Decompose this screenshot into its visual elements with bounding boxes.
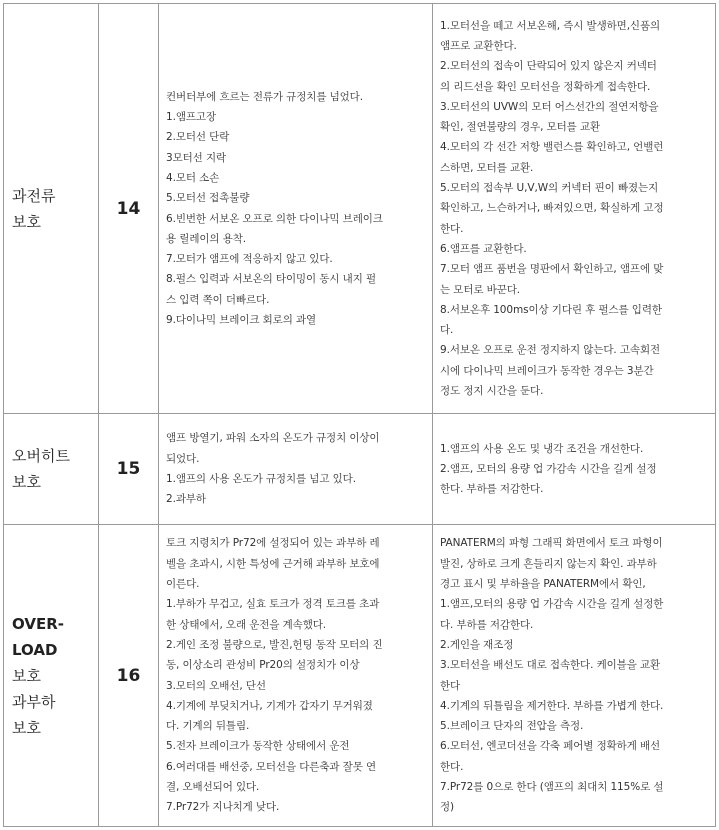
alarm-name-line: 보호 [12, 666, 41, 685]
cause-cell [159, 414, 433, 525]
cause-line: 5.모터선 접촉불량 [166, 192, 250, 205]
cause-line: 컨버터부에 흐르는 전류가 규정치를 넘었다. [166, 90, 363, 103]
action-cell [433, 525, 716, 827]
alarm-name-line: 보호 [12, 473, 41, 491]
action-line: 발진, 상하로 크게 흔들리지 않는지 확인. 과부하 [440, 557, 657, 570]
cause-line: 되었다. [166, 452, 200, 465]
action-line: 다. [440, 324, 454, 337]
action-line: 2.앰프, 모터의 용량 업 가감속 시간을 길게 설정 [440, 462, 657, 475]
cause-line: 2.과부하 [166, 493, 206, 506]
alarm-code: 16 [99, 525, 159, 827]
cause-line: 1.앰프고장 [166, 111, 216, 124]
table-row [4, 525, 716, 827]
action-line: 9.서보온 오프로 운전 정지하지 않는다. 고속회전 [440, 344, 661, 357]
action-line: 확인, 절연불량의 경우, 모터를 교환 [440, 121, 601, 134]
action-line: 2.게인을 재조정 [440, 638, 514, 651]
action-line: 1.앰프의 사용 온도 및 냉각 조건을 개선한다. [440, 442, 644, 455]
cause-line: 4.기계에 부딪치거나, 기계가 갑자기 무거워졌 [166, 699, 373, 712]
alarm-name-line: 보호 [12, 718, 41, 737]
table-row [4, 4, 716, 414]
action-line: 한다 [440, 679, 461, 692]
action-cell [433, 4, 716, 414]
action-line: PANATERM의 파형 그래픽 화면에서 토크 파형이 [440, 537, 663, 550]
action-line: 한다. [440, 222, 464, 235]
cause-line: 이른다. [166, 578, 200, 591]
alarm-name-line: OVER- [12, 614, 64, 633]
action-line: 의 리드선을 확인 모터선을 정확하게 접속한다. [440, 80, 651, 93]
action-line: 는 모터로 바꾼다. [440, 283, 521, 296]
action-line: 한다. 부하를 저감한다. [440, 483, 544, 496]
alarm-name-cell [4, 414, 99, 525]
cause-line: 1.부하가 무겁고, 실효 토크가 정격 토크를 초과 [166, 598, 380, 611]
alarm-code: 14 [99, 4, 159, 414]
alarm-name-line: 과전류 [12, 186, 56, 205]
cause-line: 한 상태에서, 오래 운전을 계속했다. [166, 618, 327, 631]
table-row [4, 414, 716, 525]
cause-line: 다. 기계의 뒤틀림. [166, 720, 250, 733]
action-line: 2.모터선의 접속이 단락되어 있지 않은지 커넥터 [440, 60, 657, 73]
cause-line: 동, 이상소리 관성비 Pr20의 설정치가 이상 [166, 659, 360, 672]
action-line: 다. 부하를 저감한다. [440, 618, 534, 631]
cause-line: 3.모터의 오배선, 단선 [166, 679, 266, 692]
action-cell [433, 414, 716, 525]
action-line: 5.모터의 접속부 U,V,W의 커넥터 핀이 빠졌는지 [440, 182, 659, 195]
alarm-name-line: LOAD [12, 640, 58, 659]
alarm-name-line: 오버히트 [12, 447, 70, 465]
action-line: 확인하고, 느슨하거나, 빠져있으면, 확실하게 고정 [440, 202, 664, 215]
action-line: 4.기계의 뒤틀림을 제거한다. 부하를 가볍게 한다. [440, 699, 664, 712]
cause-line: 결, 오배선되어 있다. [166, 780, 260, 793]
alarm-name-cell [4, 4, 99, 414]
alarm-table [3, 3, 716, 827]
action-line: 경고 표시 및 부하율을 PANATERM에서 확인, [440, 578, 646, 591]
cause-line: 앰프 방열기, 파워 소자의 온도가 규정치 이상이 [166, 432, 380, 445]
cause-line: 8.펄스 입력과 서보온의 타이밍이 동시 내지 펄 [166, 273, 377, 286]
cause-line: 토크 지령치가 Pr72에 설정되어 있는 과부하 레 [166, 537, 380, 550]
action-line: 6.모터선, 엔코더선을 각축 페어별 정확하게 배선 [440, 740, 661, 753]
cause-line: 6.여러대를 배선중, 모터선을 다른축과 잘못 연 [166, 760, 377, 773]
action-line: 앰프로 교환한다. [440, 39, 517, 52]
alarm-name-line: 보호 [12, 212, 41, 231]
cause-line: 7.모터가 앰프에 적응하지 않고 있다. [166, 253, 333, 266]
action-line: 1.모터선을 떼고 서보온해, 즉시 발생하면,신품의 [440, 19, 661, 32]
action-line: 4.모터의 각 선간 저항 밸런스를 확인하고, 언밸런 [440, 141, 664, 154]
action-line: 3.모터선을 배선도 대로 접속한다. 케이블을 교환 [440, 659, 661, 672]
action-line: 3.모터선의 UVW의 모터 어스선간의 절연저항을 [440, 100, 659, 113]
action-line: 7.Pr72를 0으로 한다 (앰프의 최대치 115%로 설 [440, 780, 664, 793]
cause-line: 5.전자 브레이크가 동작한 상태에서 운전 [166, 740, 350, 753]
cause-line: 4.모터 소손 [166, 171, 220, 184]
action-line: 시에 다이나믹 브레이크가 동작한 경우는 3분간 [440, 364, 654, 377]
action-line: 정도 정지 시간을 둔다. [440, 385, 544, 398]
action-line: 5.브레이크 단자의 전압을 측정. [440, 720, 584, 733]
action-line: 스하면, 모터를 교환. [440, 161, 534, 174]
action-line: 8.서보온후 100ms이상 기다린 후 펄스를 입력한 [440, 303, 662, 316]
action-line: 한다. [440, 760, 464, 773]
cause-line: 용 릴레이의 용착. [166, 232, 247, 245]
alarm-code: 15 [99, 414, 159, 525]
cause-cell [159, 525, 433, 827]
cause-line: 9.다이나믹 브레이크 회로의 과열 [166, 313, 317, 326]
cause-line: 3모터선 지락 [166, 151, 227, 164]
cause-line: 6.빈번한 서보온 오프로 의한 다이나믹 브레이크 [166, 212, 383, 225]
alarm-name-cell [4, 525, 99, 827]
cause-line: 1.앰프의 사용 온도가 규정치를 넘고 있다. [166, 473, 356, 485]
action-line: 6.앰프를 교환한다. [440, 242, 527, 255]
cause-line: 7.Pr72가 지나치게 낮다. [166, 801, 280, 814]
alarm-name-line: 과부하 [12, 692, 56, 711]
cause-line: 2.게인 조정 불량으로, 발진,헌팅 동작 모터의 진 [166, 638, 383, 651]
action-line: 정) [440, 801, 455, 814]
cause-line: 2.모터선 단락 [166, 131, 230, 144]
cause-line: 스 입력 쪽이 더빠르다. [166, 293, 270, 306]
cause-cell [159, 4, 433, 414]
action-line: 1.앰프,모터의 용량 업 가감속 시간을 길게 설정한 [440, 598, 664, 611]
action-line: 7.모터 앰프 품번을 명판에서 확인하고, 앰프에 맞 [440, 263, 664, 276]
cause-line: 벨을 초과시, 시한 특성에 근거해 과부하 보호에 [166, 557, 380, 570]
